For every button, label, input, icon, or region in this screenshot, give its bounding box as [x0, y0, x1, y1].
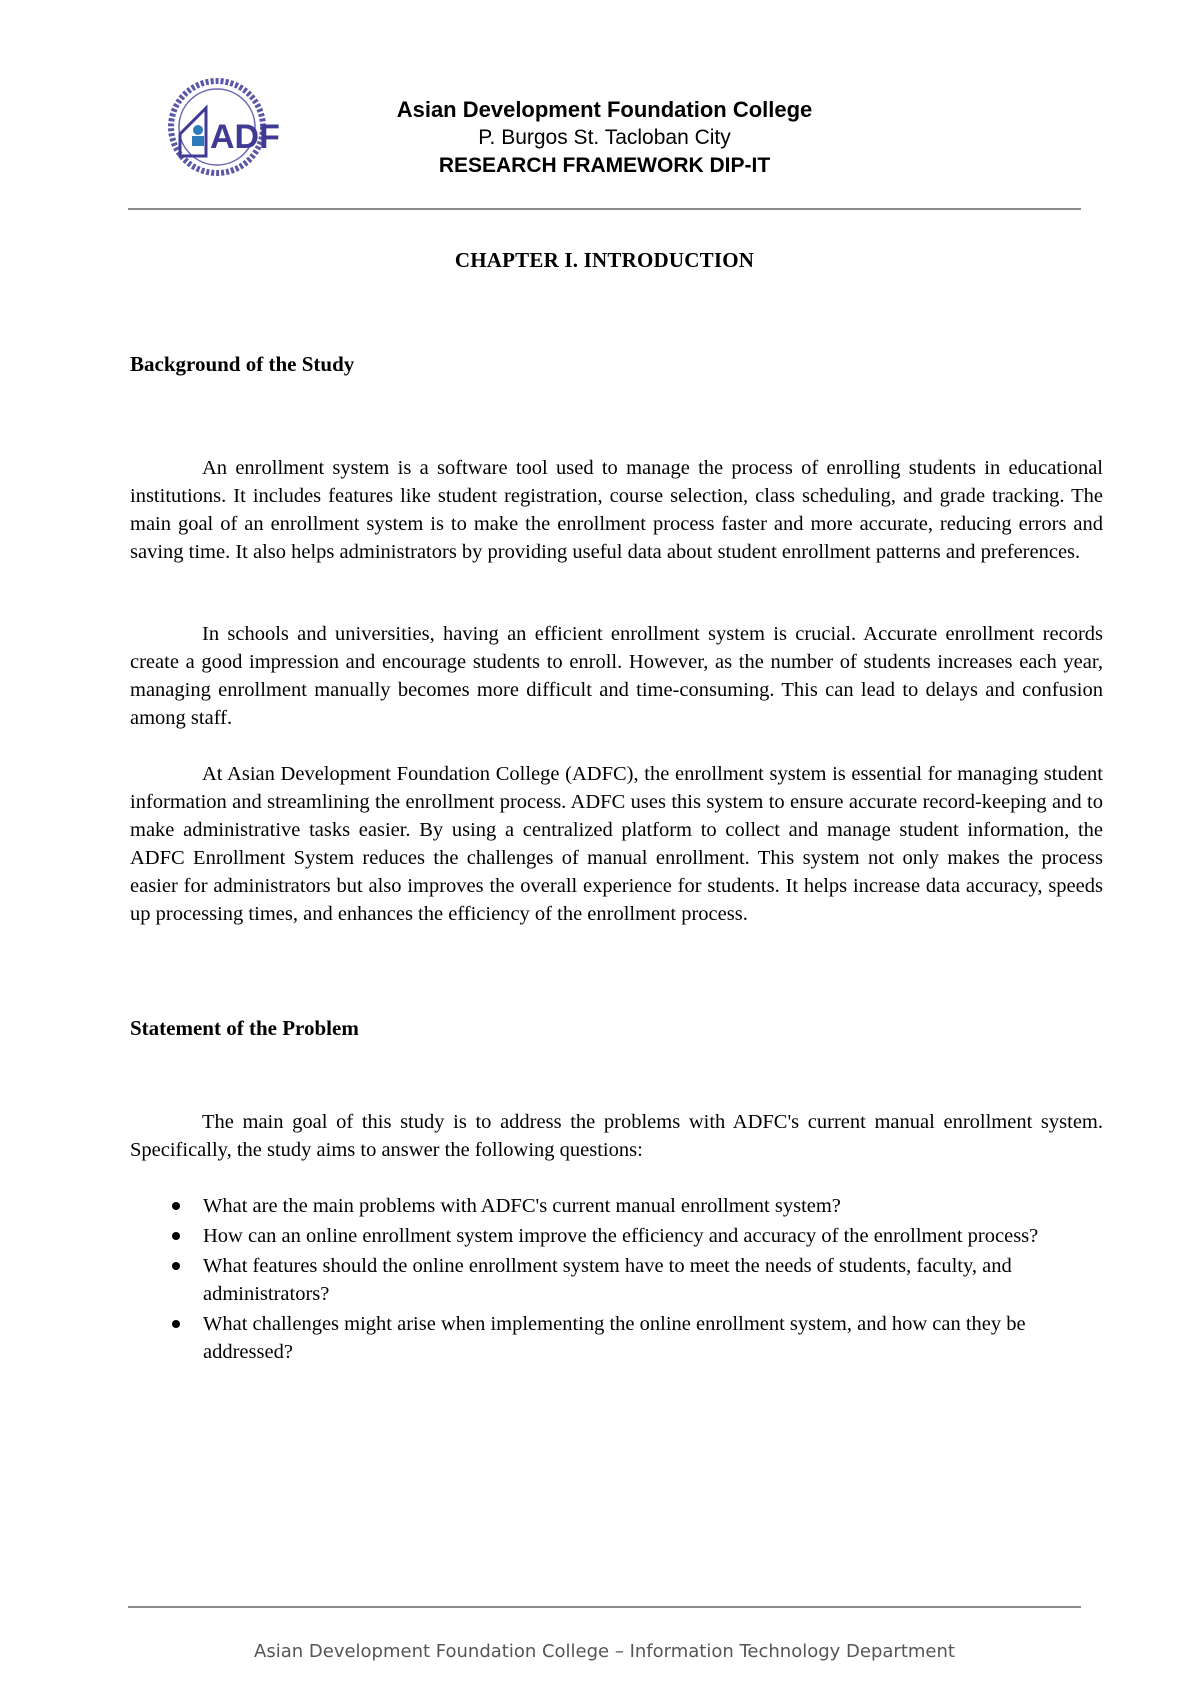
- background-heading: Background of the Study: [130, 352, 355, 376]
- college-address: P. Burgos St. Tacloban City: [478, 126, 731, 149]
- footer-divider: [128, 1606, 1081, 1608]
- framework-title: RESEARCH FRAMEWORK DIP-IT: [438, 154, 771, 177]
- background-paragraph-3: [130, 760, 1103, 928]
- list-item: [130, 1310, 1103, 1366]
- paragraph-text: An enrollment system is a software tool used to manage the process of enrolling students in educational institutions. It includes features like student registration, course selection, class scheduling, and grade tracking. The main goal of an enrollment system is to make the enrollment process faster and more accurate, reducing errors and saving time. It also helps administrators by providing useful data about student enrollment patterns and preferences.: [130, 457, 1103, 563]
- paragraph-text: The main goal of this study is to address the problems with ADFC's current manual enrollment system. Specifically, the study aims to answer the following questions:: [130, 1111, 1103, 1161]
- chapter-title: CHAPTER I. INTRODUCTION: [454, 248, 755, 272]
- bullet-icon: [172, 1262, 180, 1270]
- bullet-icon: [172, 1232, 180, 1240]
- paragraph-text: In schools and universities, having an efficient enrollment system is crucial. Accurate enrollment records create a good impression and encourage students to enroll. However, as the number of students increases each year, managing enrollment manually becomes more difficult and time-consuming. This can lead to delays and confusion among staff.: [130, 623, 1103, 729]
- paragraph-text: At Asian Development Foundation College (ADFC), the enrollment system is essential for managing student information and streamlining the enrollment process. ADFC uses this system to ensure accurate record-keeping and to make administrative tasks easier. By using a centralized platform to collect and manage student information, the ADFC Enrollment System reduces the challenges of manual enrollment. This system not only makes the process easier for administrators but also improves the overall experience for students. It helps increase data accuracy, speeds up processing times, and enhances the efficiency of the enrollment process.: [130, 763, 1103, 925]
- problem-heading: Statement of the Problem: [130, 1016, 359, 1040]
- list-item: [130, 1192, 1103, 1220]
- logo-lettering: ADF: [210, 118, 280, 156]
- problem-questions-list: [130, 1192, 1103, 1368]
- list-item-text: What are the main problems with ADFC's current manual enrollment system?: [203, 1195, 841, 1217]
- problem-intro: [130, 1108, 1103, 1164]
- background-paragraph-1: [130, 454, 1103, 566]
- page-footer: Asian Development Foundation College – Information Technology Department: [254, 1641, 955, 1662]
- header-text-block: [128, 96, 1081, 180]
- list-item-text: How can an online enrollment system improve the efficiency and accuracy of the enrollment process?: [203, 1225, 1039, 1247]
- list-item-text: What challenges might arise when implementing the online enrollment system, and how can they be addressed?: [203, 1313, 1026, 1363]
- list-item: [130, 1252, 1103, 1308]
- list-item: [130, 1222, 1103, 1250]
- background-paragraph-2: [130, 620, 1103, 732]
- college-name: Asian Development Foundation College: [396, 97, 813, 122]
- bullet-icon: [172, 1320, 180, 1328]
- bullet-icon: [172, 1202, 180, 1210]
- list-item-text: What features should the online enrollment system have to meet the needs of students, faculty, and administrators?: [203, 1255, 1012, 1305]
- page-header: [128, 62, 1081, 180]
- header-divider: [128, 208, 1081, 210]
